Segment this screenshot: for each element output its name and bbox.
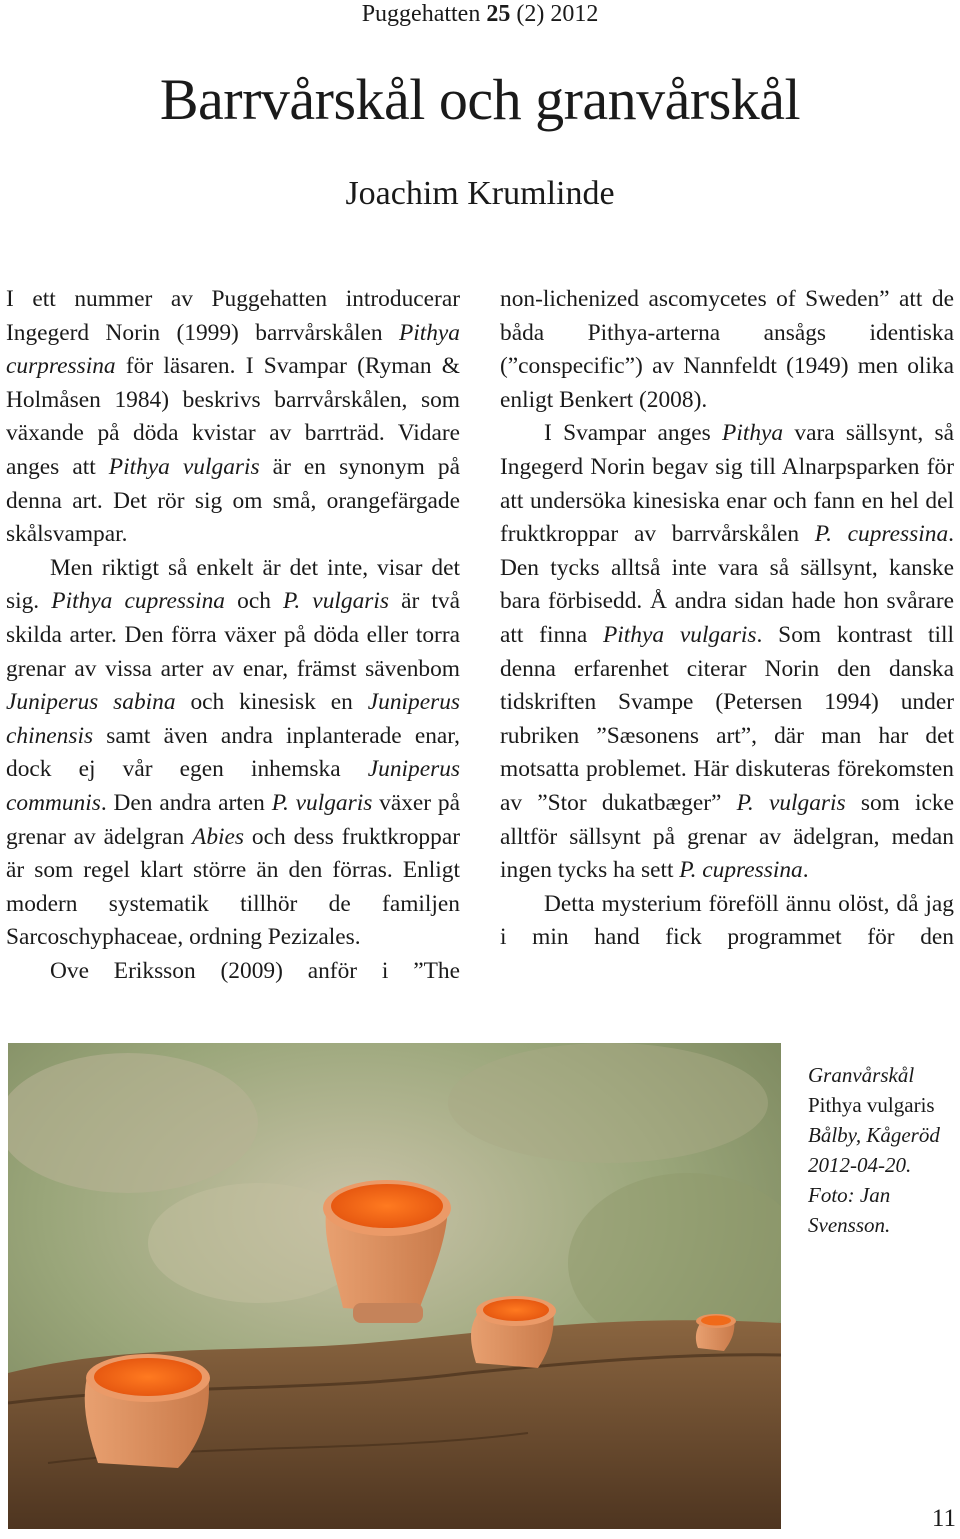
figure-caption — [808, 1060, 958, 1240]
fungus-photo — [8, 1043, 781, 1529]
paragraph: non-lichenized ascomycetes of Sweden” att de båda Pithya-arterna ansågs identiska (”conspecific”) av Nannfeldt (1949) men olika enligt Benkert (2008). — [500, 286, 954, 413]
journal-name: Puggehatten — [361, 1, 481, 27]
left-column — [6, 283, 460, 988]
paragraph: I ett nummer av Puggehatten introducerar Ingegerd Norin (1999) barrvårskålen Pithya curpressina för läsaren. I Svampar (Ryman & Holmåsen 1984) beskrivs barrvårskålen, som växande på döda kvistar av barrträd. Vidare anges att Pithya vulgaris är en synonym på denna art. Det rör sig om små, orangefärgade skålsvampar. — [6, 286, 461, 548]
issue-year: (2) 2012 — [516, 1, 599, 27]
caption-species: Pithya vulgaris — [808, 1093, 935, 1117]
volume-number: 25 — [486, 1, 511, 27]
paragraph: Men riktigt så enkelt är det inte, visar det sig. Pithya cupressina och P. vulgaris är två skilda arter. Den förra växer på döda eller torra grenar av vissa arter av enar, främst sävenbom Juniperus sabina och kinesisk en Juniperus chinensis samt även andra inplanterade enar, dock ej vår egen inhemska Juniperus communis. Den andra arten P. vulgaris växer på grenar av ädelgran Abies och dess fruktkroppar är som regel klart större än den förras. Enligt modern systematik tillhör de familjen Sarcoschyphaceae, ordning Pezizales. — [6, 554, 461, 951]
article-author: Joachim Krumlinde — [345, 175, 615, 212]
paragraph: Ove Eriksson (2009) anför i ”The — [50, 957, 460, 984]
running-header — [0, 0, 960, 28]
page-number: 11 — [931, 1505, 956, 1532]
right-column — [500, 283, 954, 955]
caption-title: Granvårskål — [808, 1063, 915, 1087]
paragraph: I Svampar anges Pithya vara sällsynt, så Ingegerd Norin begav sig till Alnarpsparken för att undersöka kinesiska enar och fann en hel del fruktkroppar av barrvårskålen P. cupressina. Den tycks alltså inte vara så sällsynt, kanske bara förbisedd. Å andra sidan hade hon svårare att finna Pithya vulgaris. Som kontrast till denna erfarenhet citerar Norin den danska tidskriften Svampe (Petersen 1994) under rubriken ”Sæsonens art”, där man har det motsatta problemet. Här diskuteras förekomsten av ”Stor dukatbæger” P. vulgaris som icke alltför sällsynt på grenar av ädelgran, medan ingen tycks ha sett P. cupressina. — [500, 420, 955, 884]
paragraph: Detta mysterium föreföll ännu olöst, då jag i min hand fick programmet för den — [500, 890, 954, 951]
article-title: Barrvårskål och granvårskål — [159, 67, 801, 132]
caption-details: Bålby, Kågeröd 2012-04-20. Foto: Jan Svensson. — [808, 1123, 940, 1237]
